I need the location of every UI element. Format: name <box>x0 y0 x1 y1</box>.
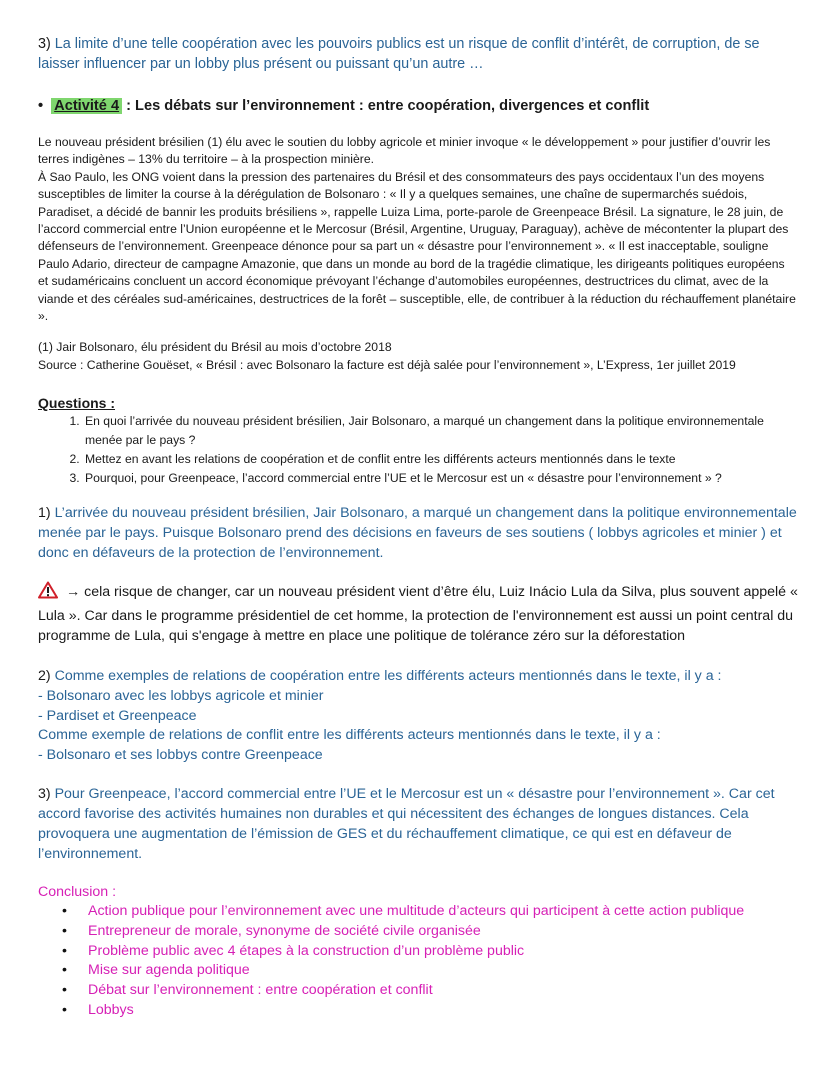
answer-3 <box>38 784 798 864</box>
document-page <box>38 34 798 1021</box>
answer-1 <box>38 503 798 563</box>
answer-2-conflict-intro: Comme exemple de relations de conflit entre les différents acteurs mentionnés dans le texte, il y a : <box>38 727 661 744</box>
answer-2-conflict-1: - Bolsonaro et ses lobbys contre Greenpeace <box>38 747 323 764</box>
answer-3-text: Pour Greenpeace, l’accord commercial entre l’UE et le Mercosur est un « désastre pour l’environnement ». Car cet accord favorise des activités humaines non durables et qui nécessitent des échanges de longues distances. Cela provoquera une augmentation de l’émission de GES et du réchauffement climatique, ce qui est en défaveur de l’environnement. <box>38 785 775 862</box>
answer-3-number: 3) <box>38 785 51 802</box>
conclusion-title: Conclusion : <box>38 883 117 900</box>
article-paragraph-2: À Sao Paulo, les ONG voient dans la pression des partenaires du Brésil et des consommateurs des pays occidentaux l’un des moyens susceptibles de limiter la course à la dérégulation de Bolsonaro : « Il y a quelques semaines, une chaîne de supermarchés suédois, Paradiset, a décidé de bannir les produits brésiliens », rappelle Luiza Lima, porte-parole de Greenpeace Brésil. La signature, le 28 juin, de l’accord commercial entre l’Union européenne et le Mercosur (Brésil, Argentine, Uruguay, Paraguay), achève de mécontenter la plupart des défenseurs de l’environnement. Greenpeace dénonce pour sa part un « désastre pour l’environnement ». « Il est inacceptable, souligne Paulo Adario, directeur de campagne Amazonie, que dans un monde au bord de la tragédie climatique, les dirigeants politiques européens et sudaméricains concluent un accord économique prévoyant l’échange d’automobiles européennes, destructrices du climat, avec de la viande et des céréales sud-américaines, destructrices de la forêt – susceptible, elle, de contribuer à la réduction du réchauffement planétaire ». <box>38 169 796 324</box>
question-item: 3. Pourquoi, pour Greenpeace, l’accord commercial entre l’UE et le Mercosur est un « désastre pour l’environnement » ? <box>83 469 798 488</box>
bullet-icon: • <box>62 942 67 959</box>
article-footnote <box>38 339 798 374</box>
questions-title: Questions : <box>38 395 116 412</box>
conclusion-item: • Mise sur agenda politique <box>62 961 798 981</box>
conclusion-item: • Problème public avec 4 étapes à la construction d’un problème public <box>62 942 798 962</box>
answer-1-text: L’arrivée du nouveau président brésilien, Jair Bolsonaro, a marqué un changement dans la politique environnementale menée par le pays. Puisque Bolsonaro prend des décisions en faveurs de ses soutiens ( lobbys agricoles et minier ) et donc en défaveurs de la protection de l’environnement. <box>38 505 797 562</box>
footnote-source: Source : Catherine Gouëset, « Brésil : avec Bolsonaro la facture est déjà salée pour l’environnement », L’Express, 1er juillet 2019 <box>38 357 736 372</box>
article-paragraph-1: Le nouveau président brésilien (1) élu avec le soutien du lobby agricole et minier invoque « le développement » pour justifier d’ouvrir les terres indigènes – 13% du territoire – à la prospection minière. <box>38 135 771 167</box>
questions-list <box>38 412 798 487</box>
warning-icon <box>38 581 58 606</box>
bullet-icon: • <box>62 982 67 999</box>
answer-2-coop-2: - Pardiset et Greenpeace <box>38 707 197 724</box>
activity-bullet: • <box>38 98 44 114</box>
footnote-note: (1) Jair Bolsonaro, élu président du Brésil au mois d’octobre 2018 <box>38 340 392 355</box>
conclusion-item: • Débat sur l’environnement : entre coopération et conflit <box>62 981 798 1001</box>
intro-answer <box>38 34 798 74</box>
answer-2-coop-intro: Comme exemples de relations de coopération entre les différents acteurs mentionnés dans le texte, il y a : <box>54 667 722 684</box>
activity-label: Activité 4 <box>51 98 122 114</box>
bullet-icon: • <box>62 902 67 919</box>
intro-answer-text: La limite d’une telle coopération avec les pouvoirs publics est un risque de conflit d’intérêt, de corruption, de se laisser influencer par un lobby plus présent ou puissant qu’un autre … <box>38 36 760 72</box>
conclusion-list <box>38 902 798 1021</box>
answer-2 <box>38 667 798 766</box>
warning-note <box>38 581 798 647</box>
activity-heading <box>38 96 798 116</box>
intro-answer-number: 3) <box>38 36 51 52</box>
article-text <box>38 134 798 325</box>
bullet-icon: • <box>62 1001 67 1018</box>
warning-arrow: → <box>65 584 81 601</box>
activity-title: : Les débats sur l’environnement : entre coopération, divergences et conflit <box>126 98 650 114</box>
conclusion-item: • Action publique pour l’environnement avec une multitude d’acteurs qui participent à cette action publique <box>62 902 798 922</box>
question-item: 1. En quoi l’arrivée du nouveau président brésilien, Jair Bolsonaro, a marqué un changement dans la politique environnementale menée par le pays ? <box>83 412 798 450</box>
answer-2-number: 2) <box>38 667 51 684</box>
bullet-icon: • <box>62 922 67 939</box>
warning-text: cela risque de changer, car un nouveau président vient d’être élu, Luiz Inácio Lula da Silva, plus souvent appelé « Lula ». Car dans le programme présidentiel de cet homme, la protection de l'environnement est aussi un point central du programme de Lula, qui s'engage à mettre en place une politique de tolérance zéro sur la déforestation <box>38 584 798 645</box>
question-item: 2. Mettez en avant les relations de coopération et de conflit entre les différents acteurs mentionnés dans le texte <box>83 450 798 469</box>
answer-1-number: 1) <box>38 505 51 522</box>
answer-2-coop-1: - Bolsonaro avec les lobbys agricole et minier <box>38 687 324 704</box>
conclusion-item: • Lobbys <box>62 1001 798 1021</box>
conclusion-item: • Entrepreneur de morale, synonyme de société civile organisée <box>62 922 798 942</box>
bullet-icon: • <box>62 962 67 979</box>
